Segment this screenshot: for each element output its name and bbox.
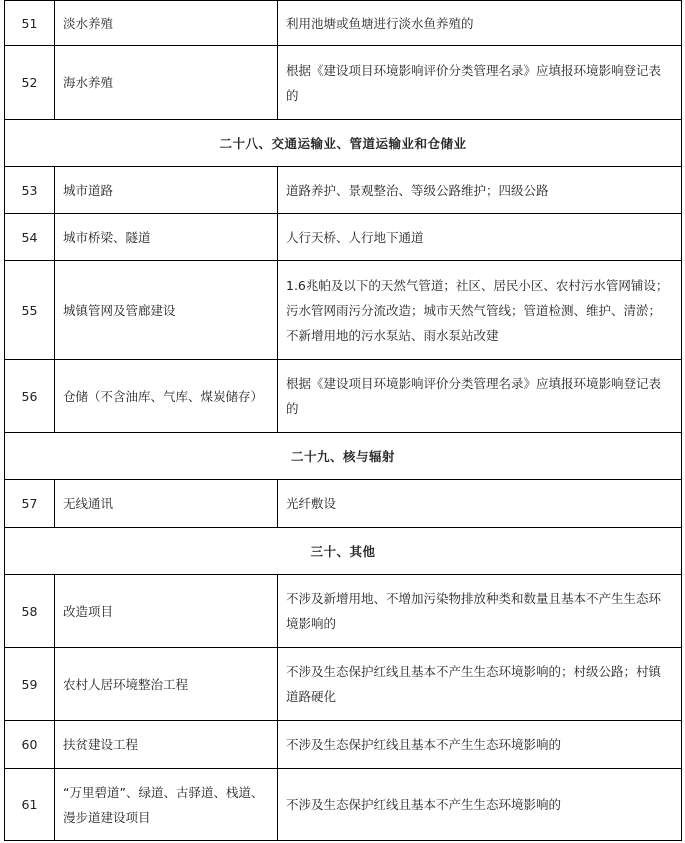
section-title: 二十八、交通运输业、管道运输业和仓储业	[5, 120, 682, 167]
project-name: 改造项目	[55, 575, 278, 648]
section-header-row	[5, 433, 682, 480]
project-name: 农村人居环境整治工程	[55, 648, 278, 721]
project-scope: 不涉及生态保护红线且基本不产生生态环境影响的	[278, 721, 682, 769]
table-row	[5, 648, 682, 721]
section-header-row	[5, 528, 682, 575]
section-title: 三十、其他	[5, 528, 682, 575]
project-scope: 利用池塘或鱼塘进行淡水鱼养殖的	[278, 1, 682, 46]
table-row	[5, 721, 682, 769]
row-number: 53	[5, 167, 55, 214]
table-row	[5, 360, 682, 433]
project-name: 城镇管网及管廊建设	[55, 261, 278, 360]
table-row	[5, 480, 682, 528]
section-header-row	[5, 120, 682, 167]
project-scope: 光纤敷设	[278, 480, 682, 528]
project-scope: 不涉及新增用地、不增加污染物排放种类和数量且基本不产生生态环境影响的	[278, 575, 682, 648]
row-number: 61	[5, 769, 55, 841]
project-name: 扶贫建设工程	[55, 721, 278, 769]
project-scope: 根据《建设项目环境影响评价分类管理名录》应填报环境影响登记表的	[278, 46, 682, 120]
project-name: 城市道路	[55, 167, 278, 214]
row-number: 51	[5, 1, 55, 46]
project-scope: 根据《建设项目环境影响评价分类管理名录》应填报环境影响登记表的	[278, 360, 682, 433]
table-body	[5, 1, 682, 841]
project-scope: 道路养护、景观整治、等级公路维护；四级公路	[278, 167, 682, 214]
row-number: 57	[5, 480, 55, 528]
row-number: 59	[5, 648, 55, 721]
table-row	[5, 214, 682, 261]
project-name: 海水养殖	[55, 46, 278, 120]
project-name: 仓储（不含油库、气库、煤炭储存）	[55, 360, 278, 433]
row-number: 60	[5, 721, 55, 769]
row-number: 54	[5, 214, 55, 261]
table-row	[5, 769, 682, 841]
project-name: 无线通讯	[55, 480, 278, 528]
project-scope: 不涉及生态保护红线且基本不产生生态环境影响的	[278, 769, 682, 841]
table-row	[5, 261, 682, 360]
table-row	[5, 575, 682, 648]
table-row	[5, 167, 682, 214]
section-title: 二十九、核与辐射	[5, 433, 682, 480]
project-name: “万里碧道”、绿道、古驿道、栈道、漫步道建设项目	[55, 769, 278, 841]
row-number: 55	[5, 261, 55, 360]
table-row	[5, 46, 682, 120]
project-scope: 1.6兆帕及以下的天然气管道；社区、居民小区、农村污水管网铺设；污水管网雨污分流改造；城市天然气管线；管道检测、维护、清淤；不新增用地的污水泵站、雨水泵站改建	[278, 261, 682, 360]
row-number: 52	[5, 46, 55, 120]
row-number: 56	[5, 360, 55, 433]
project-catalog-table	[4, 0, 682, 841]
project-name: 城市桥梁、隧道	[55, 214, 278, 261]
project-name: 淡水养殖	[55, 1, 278, 46]
row-number: 58	[5, 575, 55, 648]
project-scope: 不涉及生态保护红线且基本不产生生态环境影响的；村级公路；村镇道路硬化	[278, 648, 682, 721]
project-scope: 人行天桥、人行地下通道	[278, 214, 682, 261]
table-row	[5, 1, 682, 46]
